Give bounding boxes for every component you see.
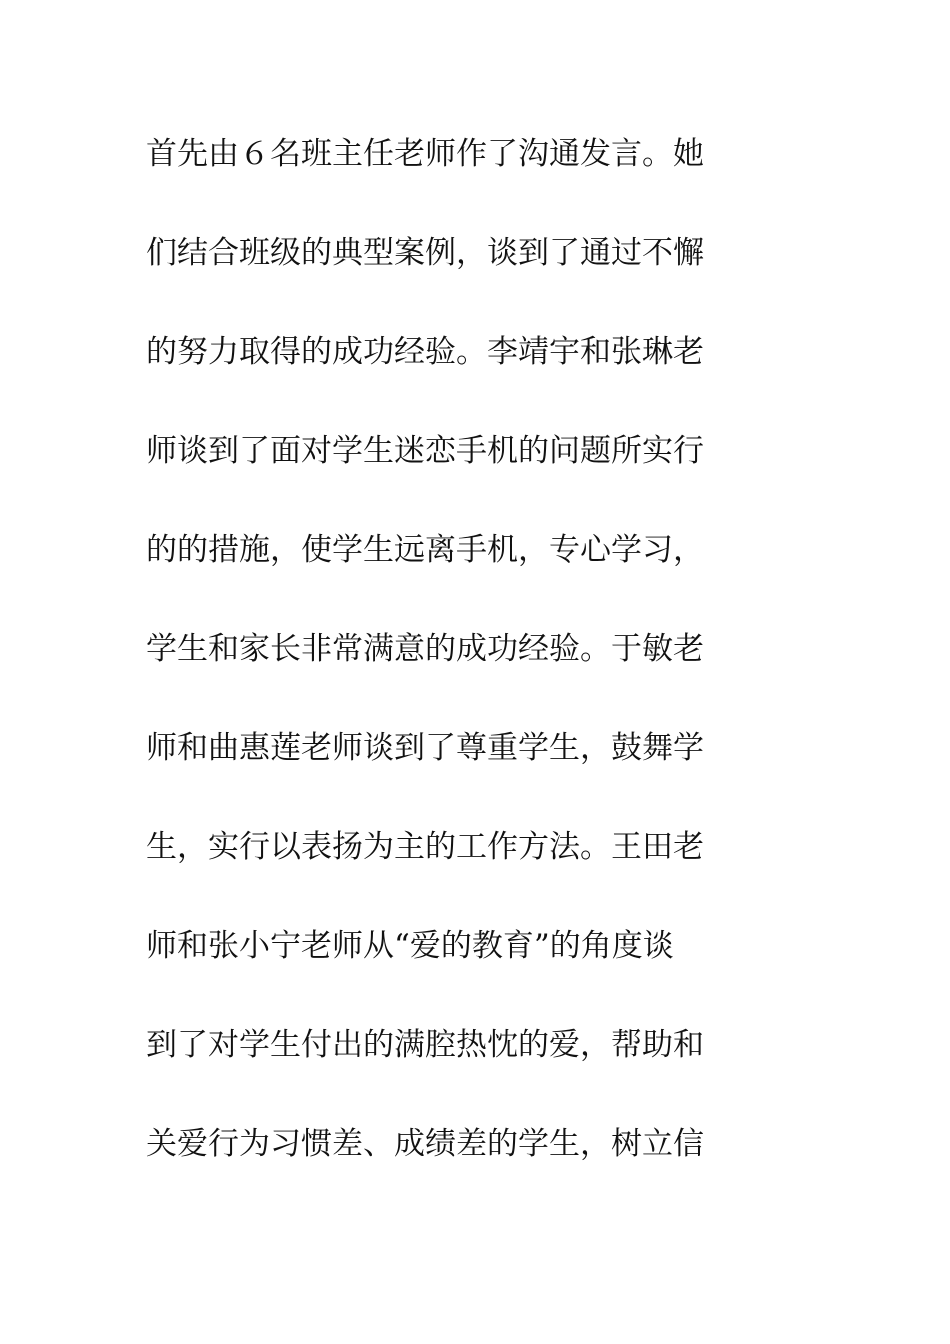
text-line: 的努力取得的成功经验。李靖宇和张琳老: [146, 334, 704, 370]
text-line: 师和张小宁老师从“爱的教育”的角度谈: [146, 928, 674, 964]
text-line: 生，实行以表扬为主的工作方法。王田老: [146, 829, 704, 865]
text-line: 师谈到了面对学生迷恋手机的问题所实行: [146, 433, 704, 469]
text-line: 到了对学生付出的满腔热忱的爱，帮助和: [146, 1027, 704, 1063]
text-line: 们结合班级的典型案例，谈到了通过不懈: [146, 235, 704, 271]
text-line: 的的措施，使学生远离手机，专心学习，: [146, 532, 704, 568]
text-line: 首先由６名班主任老师作了沟通发言。她: [146, 136, 704, 172]
text-line: 师和曲惠莲老师谈到了尊重学生，鼓舞学: [146, 730, 704, 766]
text-line: 学生和家长非常满意的成功经验。于敏老: [146, 631, 704, 667]
body-paragraph: [146, 128, 786, 1217]
text-line: 关爱行为习惯差、成绩差的学生，树立信: [146, 1126, 704, 1162]
